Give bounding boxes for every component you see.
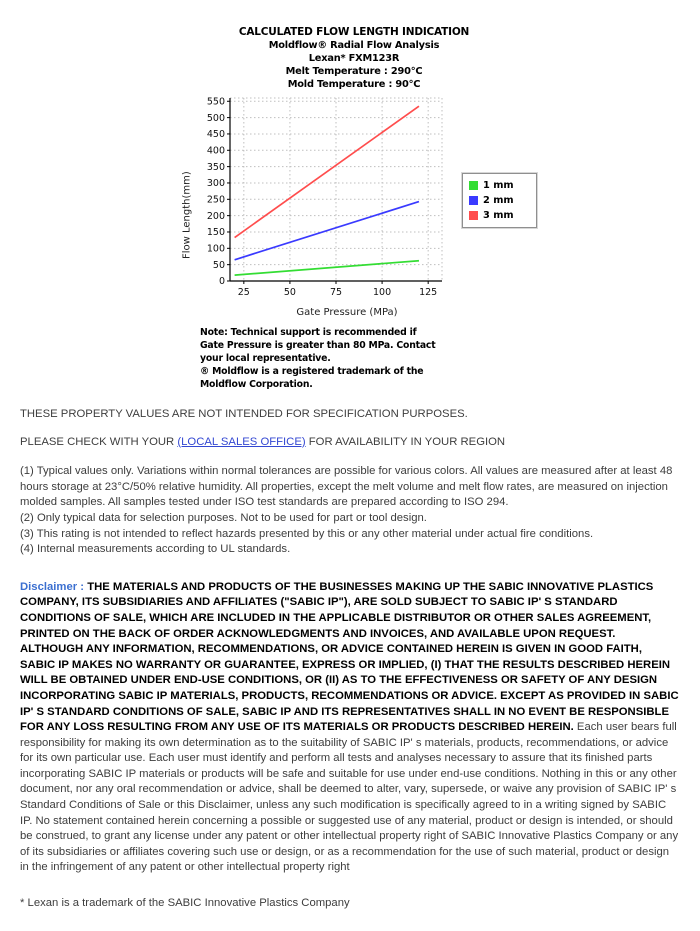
svg-text:400: 400 <box>206 145 225 157</box>
svg-text:250: 250 <box>206 194 225 206</box>
svg-text:50: 50 <box>283 287 296 298</box>
x-axis-label: Gate Pressure (MPa) <box>296 307 398 318</box>
svg-text:350: 350 <box>206 161 225 173</box>
chart-legend <box>462 173 537 228</box>
svg-text:100: 100 <box>373 287 392 298</box>
chart-subtitle-material: Lexan* FXM123R <box>308 53 400 64</box>
flow-length-figure <box>180 26 528 391</box>
svg-text:450: 450 <box>206 129 225 141</box>
lexan-trademark-footnote: * Lexan is a trademark of the SABIC Innovative Plastics Company <box>20 897 350 910</box>
y-axis-label: Flow Length(mm) <box>181 171 193 259</box>
footnote-3: (3) This rating is not intended to reflect hazards presented by this or any other material under actual fire conditions. <box>20 527 594 540</box>
chart-subtitle-mold-temperature: Mold Temperature : 90°C <box>287 79 421 90</box>
series-line-2-mm <box>235 202 419 260</box>
svg-text:550: 550 <box>206 96 225 108</box>
footnote-4: (4) Internal measurements according to UL standards. <box>20 543 291 556</box>
svg-text:150: 150 <box>206 227 225 239</box>
disclaimer-paragraph <box>20 580 680 876</box>
footnote-1: (1) Typical values only. Variations within normal tolerances are possible for various colors. All values are measured after at least 48 hours storage at 23°C/50% relative humidity. All properties, except the melt volume and melt flow rates, are measured on injection molded samples. All samples tested under ISO test standards are prepared according to ISO 294. <box>20 465 673 509</box>
svg-text:0: 0 <box>218 276 225 288</box>
legend-label: 2 mm <box>483 195 514 206</box>
figure-note-block <box>200 326 440 391</box>
legend-swatch-icon <box>469 211 478 220</box>
footnote-2: (2) Only typical data for selection purposes. Not to be used for part or tool design. <box>20 511 427 524</box>
local-sales-office-link[interactable]: (LOCAL SALES OFFICE) <box>177 435 306 448</box>
svg-text:500: 500 <box>206 112 225 124</box>
legend-swatch-icon <box>469 196 478 205</box>
svg-text:300: 300 <box>206 178 225 190</box>
disclaimer-bold-text: THE MATERIALS AND PRODUCTS OF THE BUSINESSES MAKING UP THE SABIC INNOVATIVE PLASTICS COMPANY, ITS SUBSIDIARIES AND AFFILIATES ("SABIC IP"), ARE SOLD SUBJECT TO SABIC IP' S STANDARD CONDITIONS OF SALE, WHICH ARE INCLUDED IN THE APPLICABLE DISTRIBUTOR OR OTHER SALES AGREEMENT, PRINTED ON THE BACK OF ORDER ACKNOWLEDGMENTS AND INVOICES, AND AVAILABLE UPON REQUEST. ALTHOUGH ANY INFORMATION, RECOMMENDATIONS, OR ADVICE CONTAINED HEREIN IS GIVEN IN GOOD FAITH, SABIC IP MAKES NO WARRANTY OR GUARANTEE, EXPRESS OR IMPLIED, (I) THAT THE RESULTS DESCRIBED HEREIN WILL BE OBTAINED UNDER END-USE CONDITIONS, OR (II) AS TO THE EFFECTIVENESS OR SAFETY OF ANY DESIGN INCORPORATING SABIC IP MATERIALS, PRODUCTS, RECOMMENDATIONS OR ADVICE. EXCEPT AS PROVIDED IN SABIC IP' S STANDARD CONDITIONS OF SALE, SABIC IP AND ITS REPRESENTATIVES SHALL IN NO EVENT BE RESPONSIBLE FOR ANY LOSS RESULTING FROM ANY USE OF ITS MATERIALS OR PRODUCTS DESCRIBED HEREIN. <box>20 580 679 734</box>
svg-text:100: 100 <box>206 243 225 255</box>
legend-label: 3 mm <box>483 210 514 221</box>
chart-trademark-note: ® Moldflow is a registered trademark of the Moldflow Corporation. <box>200 366 424 390</box>
svg-text:25: 25 <box>237 287 250 298</box>
disclaimer-label: Disclaimer : <box>20 580 85 593</box>
svg-text:50: 50 <box>212 259 225 271</box>
legend-swatch-icon <box>469 181 478 190</box>
document-page <box>0 26 700 931</box>
availability-prefix: PLEASE CHECK WITH YOUR <box>20 435 178 448</box>
svg-text:75: 75 <box>329 287 343 298</box>
chart-support-note: Note: Technical support is recommended if Gate Pressure is greater than 80 MPa. Contact your local representative. <box>200 327 436 364</box>
availability-line <box>20 435 680 451</box>
availability-suffix: FOR AVAILABILITY IN YOUR REGION <box>305 435 506 448</box>
body-copy <box>20 407 680 912</box>
series-line-1-mm <box>235 261 419 275</box>
series-line-3-mm <box>235 106 419 237</box>
chart-subtitle-melt-temperature: Melt Temperature : 290°C <box>285 66 423 77</box>
legend-item-3-mm <box>469 208 531 223</box>
svg-text:200: 200 <box>206 210 225 222</box>
legend-label: 1 mm <box>483 180 514 191</box>
legend-item-1-mm <box>469 178 531 193</box>
chart-area <box>180 93 528 309</box>
footnotes-block <box>20 464 680 558</box>
legend-item-2-mm <box>469 193 531 208</box>
flow-chart-plot <box>194 93 456 309</box>
svg-text:125: 125 <box>419 287 438 298</box>
spec-statement: THESE PROPERTY VALUES ARE NOT INTENDED FOR SPECIFICATION PURPOSES. <box>20 408 468 420</box>
figure-titles <box>180 26 528 91</box>
chart-title: CALCULATED FLOW LENGTH INDICATION <box>238 26 470 38</box>
chart-subtitle-analysis: Moldflow® Radial Flow Analysis <box>268 40 440 51</box>
disclaimer-body-text: Each user bears full responsibility for making its own determination as to the suitability of SABIC IP' s materials, products, recommendations, or advice for its own particular use. Each user must identify and perform all tests and analyses necessary to assure that its finished parts incorporating SABIC IP materials or products will be safe and suitable for use under end-use conditions. Nothing in this or any other document, nor any oral recommendation or advice, shall be deemed to alter, vary, supersede, or waive any provision of SABIC IP' s Standard Conditions of Sale or this Disclaimer, unless any such modification is specifically agreed to in a writing signed by SABIC IP. No statement contained herein concerning a possible or suggested use of any material, product or design is intended, or should be construed, to grant any license under any patent or other intellectual property right of SABIC Innovative Plastics Company or any of its subsidiaries or affiliates covering such use or design, or as a recommendation for the use of such material, product or design in the infringement of any patent or other intellectual property right <box>20 721 679 874</box>
